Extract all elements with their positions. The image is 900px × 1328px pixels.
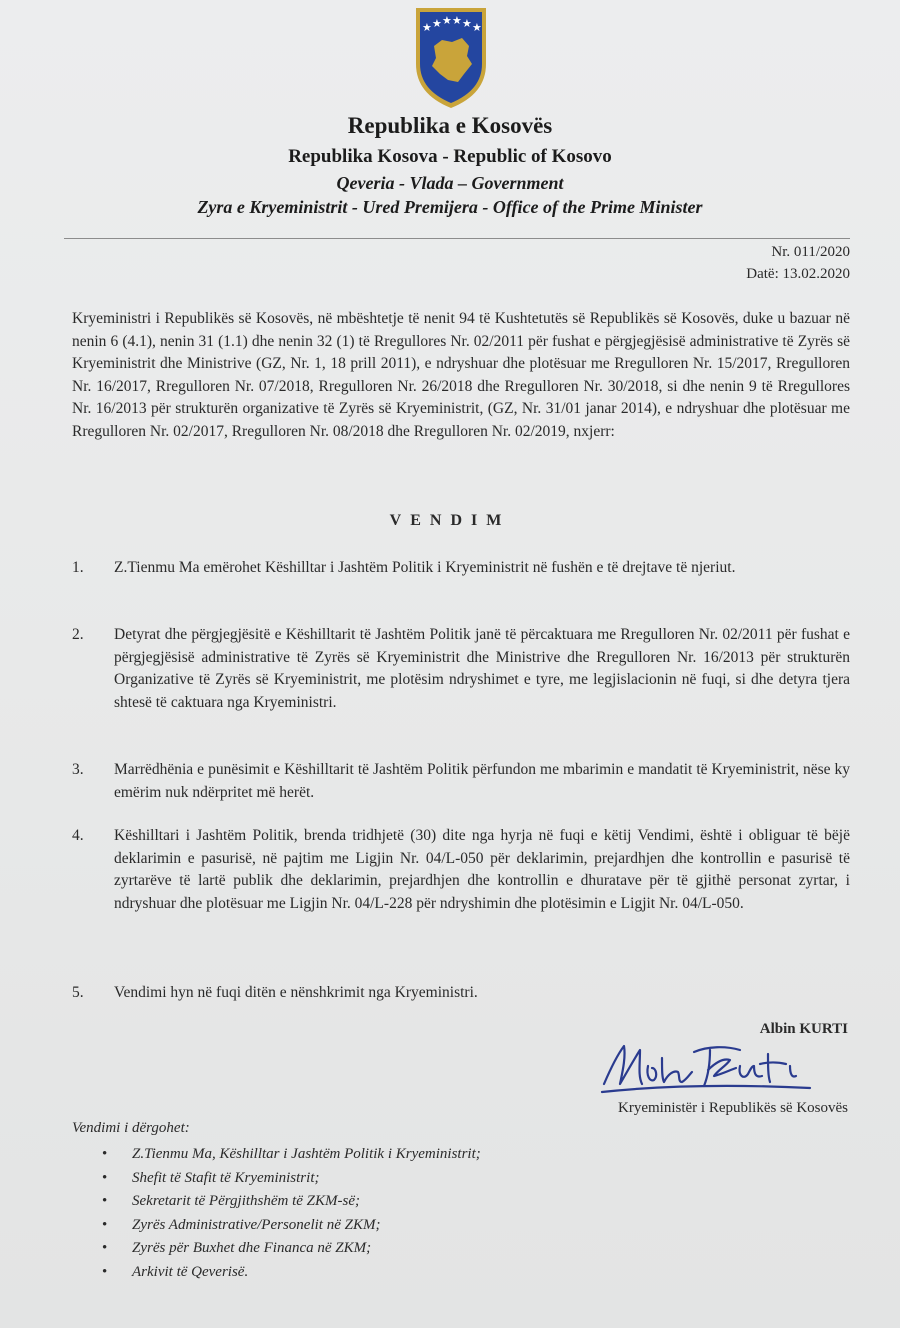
recipient: Sekretarit të Përgjithshëm të ZKM-së;: [132, 1193, 361, 1209]
handwritten-signature-icon: [598, 1036, 828, 1098]
list-item: [100, 1237, 481, 1261]
header-divider: [64, 238, 850, 239]
bullet-icon: •: [102, 1263, 108, 1280]
bullet-icon: •: [102, 1240, 108, 1256]
recipient: Z.Tienmu Ma, Këshilltar i Jashtëm Politik i Kryeministrit;: [132, 1146, 481, 1162]
header-title: Republika e Kosovës: [347, 113, 553, 138]
svg-text:★: ★: [442, 14, 452, 27]
decision-title: VENDIM: [389, 512, 511, 529]
svg-text:★: ★: [422, 21, 432, 34]
list-item: [100, 1190, 481, 1214]
item-text: Detyrat dhe përgjegjësitë e Këshilltarit të Jashtëm Politik janë të përcaktuara me Rregulloren Nr. 02/2011 për fushat e përgjegjësisë administrative të Zyrës së Kryeministrit dhe Ministrive dhe Rregulloren Nr. 16/2013 për strukturën Organizative të Zyrës së Kryeministrit, me plotësim ndryshimet e tyre, me legjislacionin në fuqi, si dhe detyra tjera shtesë të caktuara nga Kryeministri.: [114, 626, 850, 711]
bullet-icon: •: [102, 1193, 108, 1209]
svg-text:★: ★: [452, 14, 462, 27]
item-number: 3.: [72, 761, 84, 778]
kosovo-coat-of-arms-icon: [412, 4, 490, 110]
decision-item: [72, 624, 850, 714]
header-office: Zyra e Kryeministrit - Ured Premijera - Office of the Prime Minister: [197, 197, 703, 217]
recipient: Arkivit të Qeverisë.: [132, 1263, 249, 1280]
header-government: Qeveria - Vlada – Government: [336, 173, 564, 193]
reference-number: Nr. 011/2020: [771, 244, 850, 260]
svg-text:★: ★: [432, 17, 442, 30]
item-text: Vendimi hyn në fuqi ditën e nënshkrimit nga Kryeministri.: [114, 984, 478, 1001]
recipient: Shefit të Stafit të Kryeministrit;: [132, 1169, 320, 1186]
decision-item: [72, 557, 850, 580]
list-item: [100, 1143, 481, 1167]
recipient: Zyrës për Buxhet dhe Financa në ZKM;: [132, 1240, 372, 1256]
item-number: 1.: [72, 559, 84, 576]
decision-item: [72, 759, 850, 804]
item-text: Marrëdhënia e punësimit e Këshilltarit të Jashtëm Politik përfundon me mbarimin e mandatit të Kryeministrit, nëse ky emërim nuk ndërpritet më herët.: [114, 761, 850, 801]
signer-title: Kryeministër i Republikës së Kosovës: [618, 1100, 848, 1116]
decision-item: [72, 825, 850, 915]
recipient: Zyrës Administrative/Personelit në ZKM;: [132, 1216, 381, 1233]
bullet-icon: •: [102, 1216, 108, 1233]
bullet-icon: •: [102, 1146, 108, 1162]
signer-name: Albin KURTI: [759, 1021, 848, 1037]
item-text: Këshilltari i Jashtëm Politik, brenda tridhjetë (30) dite nga hyrja në fuqi e këtij Vendimi, është i obliguar të bëjë deklarimin e pasurisë, në pajtim me Ligjin Nr. 04/L-050 për deklarimin, prejardhjen dhe kontrollin e pasurisë të zyrtarëve të lartë publik dhe deklarimin, prejardhjen dhe kontrollin e dhuratave për të gjithë personat zyrtar, i ndryshuar dhe plotësuar me Ligjin Nr. 04/L-228 për ndryshimin dhe plotësimin e Ligjit Nr. 04/L-050.: [114, 827, 850, 912]
item-number: 4.: [72, 827, 84, 844]
distribution-title: Vendimi i dërgohet:: [72, 1120, 190, 1136]
svg-text:★: ★: [462, 17, 472, 30]
header-subtitle: Republika Kosova - Republic of Kosovo: [288, 146, 612, 167]
preamble-paragraph: Kryeministri i Republikës së Kosovës, në mbështetje të nenit 94 të Kushtetutës së Republikës së Kosovës, duke u bazuar në nenin 6 (4.1), nenin 31 (1.1) dhe nenin 32 (1) të Rregullores Nr. 02/2011 për fushat e përgjegjësisë administrative të Zyrës së Kryeministrit dhe Ministrive (GZ, Nr. 1, 18 prill 2011), e ndryshuar dhe plotësuar me Rregulloren Nr. 15/2017, Rregulloren Nr. 16/2017, Rregulloren Nr. 07/2018, Rregulloren Nr. 26/2018 dhe Rregulloren Nr. 30/2018, si dhe nenin 9 të Rregullores Nr. 16/2013 për strukturën organizative të Zyrës së Kryeministrit, (GZ, Nr. 31/01 janar 2014), e ndryshuar dhe plotësuar me Rregulloren Nr. 02/2017, Rregulloren Nr. 08/2018 dhe Rregulloren Nr. 02/2019, nxjerr:: [72, 310, 850, 440]
list-item: [100, 1214, 481, 1238]
distribution-list: [100, 1143, 481, 1284]
svg-text:★: ★: [472, 21, 482, 34]
reference-date: Datë: 13.02.2020: [746, 266, 850, 282]
decision-item: [72, 982, 850, 1005]
item-text: Z.Tienmu Ma emërohet Këshilltar i Jashtëm Politik i Kryeministrit në fushën e të drejtave të njeriut.: [114, 559, 736, 576]
bullet-icon: •: [102, 1169, 108, 1186]
list-item: [100, 1167, 481, 1191]
item-number: 2.: [72, 626, 84, 643]
item-number: 5.: [72, 984, 84, 1001]
list-item: [100, 1261, 481, 1285]
